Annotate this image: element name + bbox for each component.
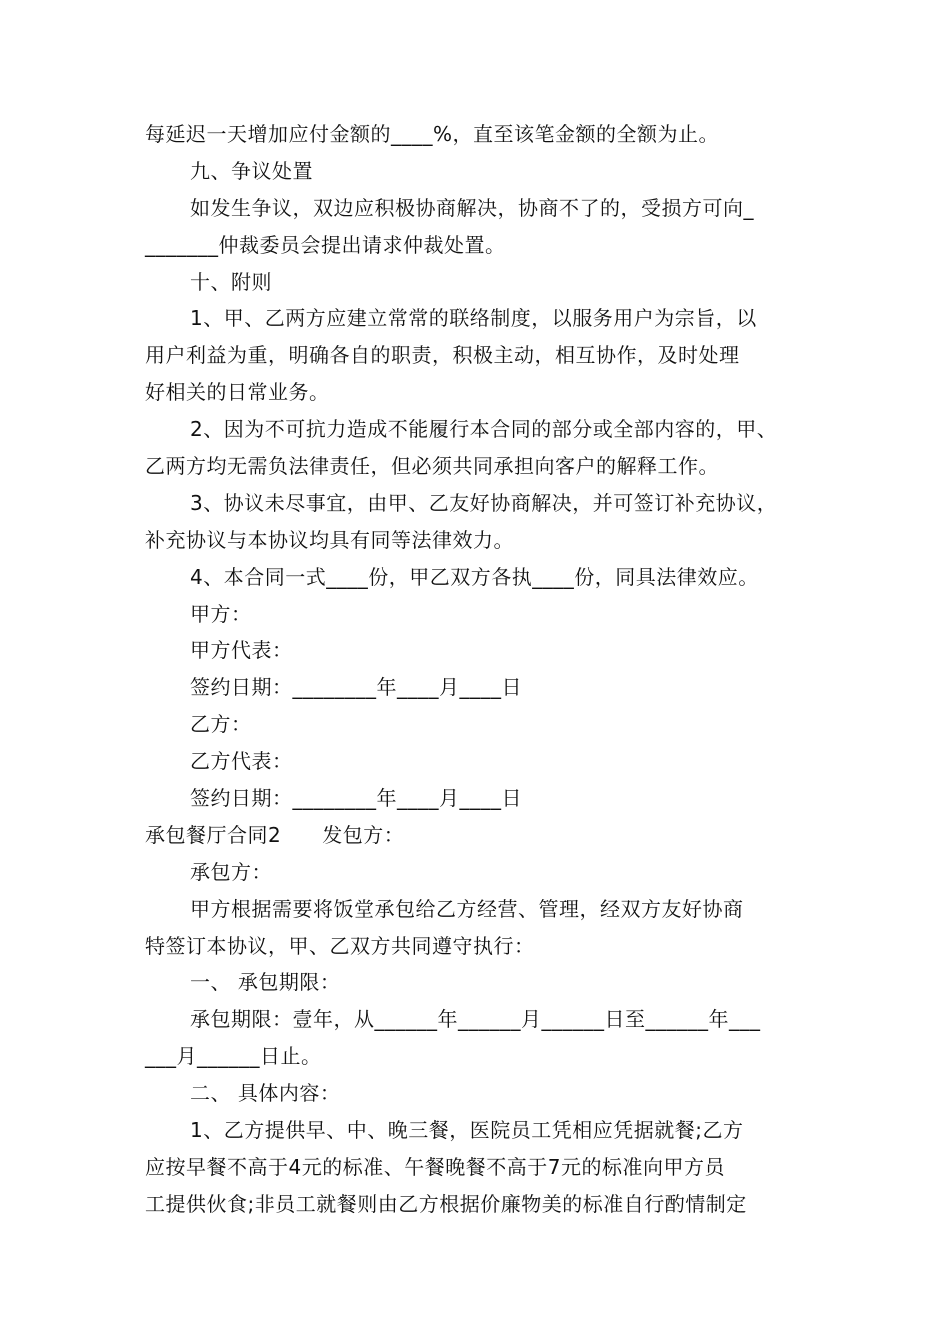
paragraph-line: 乙两方均无需负法律责任，但必须共同承担向客户的解释工作。 xyxy=(145,454,719,479)
paragraph-line: 甲方代表： xyxy=(190,638,293,663)
paragraph-line: 甲方： xyxy=(190,601,252,626)
paragraph-line: 十、附则 xyxy=(190,269,272,294)
paragraph-line: 承包餐厅合同2 发包方： xyxy=(145,822,405,847)
paragraph-line: 用户利益为重，明确各自的职责，积极主动，相互协作，及时处理 xyxy=(145,343,740,368)
paragraph-line: 3、协议未尽事宜，由甲、乙友好协商解决，并可签订补充协议， xyxy=(190,490,778,515)
paragraph-line: 补充协议与本协议均具有同等法律效力。 xyxy=(145,527,514,552)
paragraph-line: 1、乙方提供早、中、晚三餐，医院员工凭相应凭据就餐;乙方 xyxy=(190,1118,744,1143)
paragraph-line: 如发生争议，双边应积极协商解决，协商不了的，受损方可向_ xyxy=(190,195,754,220)
paragraph-line: ___月______日止。 xyxy=(145,1044,322,1069)
paragraph-line: 应按早餐不高于4元的标准、午餐晚餐不高于7元的标准向甲方员 xyxy=(145,1154,725,1179)
paragraph-line: 甲方根据需要将饭堂承包给乙方经营、管理，经双方友好协商 xyxy=(190,896,744,921)
paragraph-line: 签约日期：________年____月____日 xyxy=(190,786,522,811)
paragraph-line: 一、 承包期限： xyxy=(190,970,341,995)
paragraph-line: 特签订本协议，甲、乙双方共同遵守执行： xyxy=(145,933,535,958)
paragraph-line: 二、 具体内容： xyxy=(190,1081,341,1106)
paragraph-line: 工提供伙食;非员工就餐则由乙方根据价廉物美的标准自行酌情制定 xyxy=(145,1191,747,1216)
paragraph-line: 乙方代表： xyxy=(190,749,293,774)
paragraph-line: 好相关的日常业务。 xyxy=(145,380,330,405)
paragraph-line: 承包方： xyxy=(190,859,272,884)
paragraph-line: _______仲裁委员会提出请求仲裁处置。 xyxy=(145,232,506,257)
paragraph-line: 每延迟一天增加应付金额的____%，直至该笔金额的全额为止。 xyxy=(145,122,720,146)
paragraph-line: 2、因为不可抗力造成不能履行本合同的部分或全部内容的，甲、 xyxy=(190,417,778,442)
paragraph-line: 4、本合同一式____份，甲乙双方各执____份，同具法律效应。 xyxy=(190,564,759,589)
paragraph-line: 乙方： xyxy=(190,712,252,737)
paragraph-line: 承包期限：壹年，从______年______月______日至______年___ xyxy=(190,1007,761,1032)
document-body xyxy=(145,116,825,1223)
paragraph-line: 1、甲、乙两方应建立常常的联络制度，以服务用户为宗旨，以 xyxy=(190,306,757,331)
paragraph-line: 签约日期：________年____月____日 xyxy=(190,675,522,700)
paragraph-line: 九、争议处置 xyxy=(190,158,313,183)
